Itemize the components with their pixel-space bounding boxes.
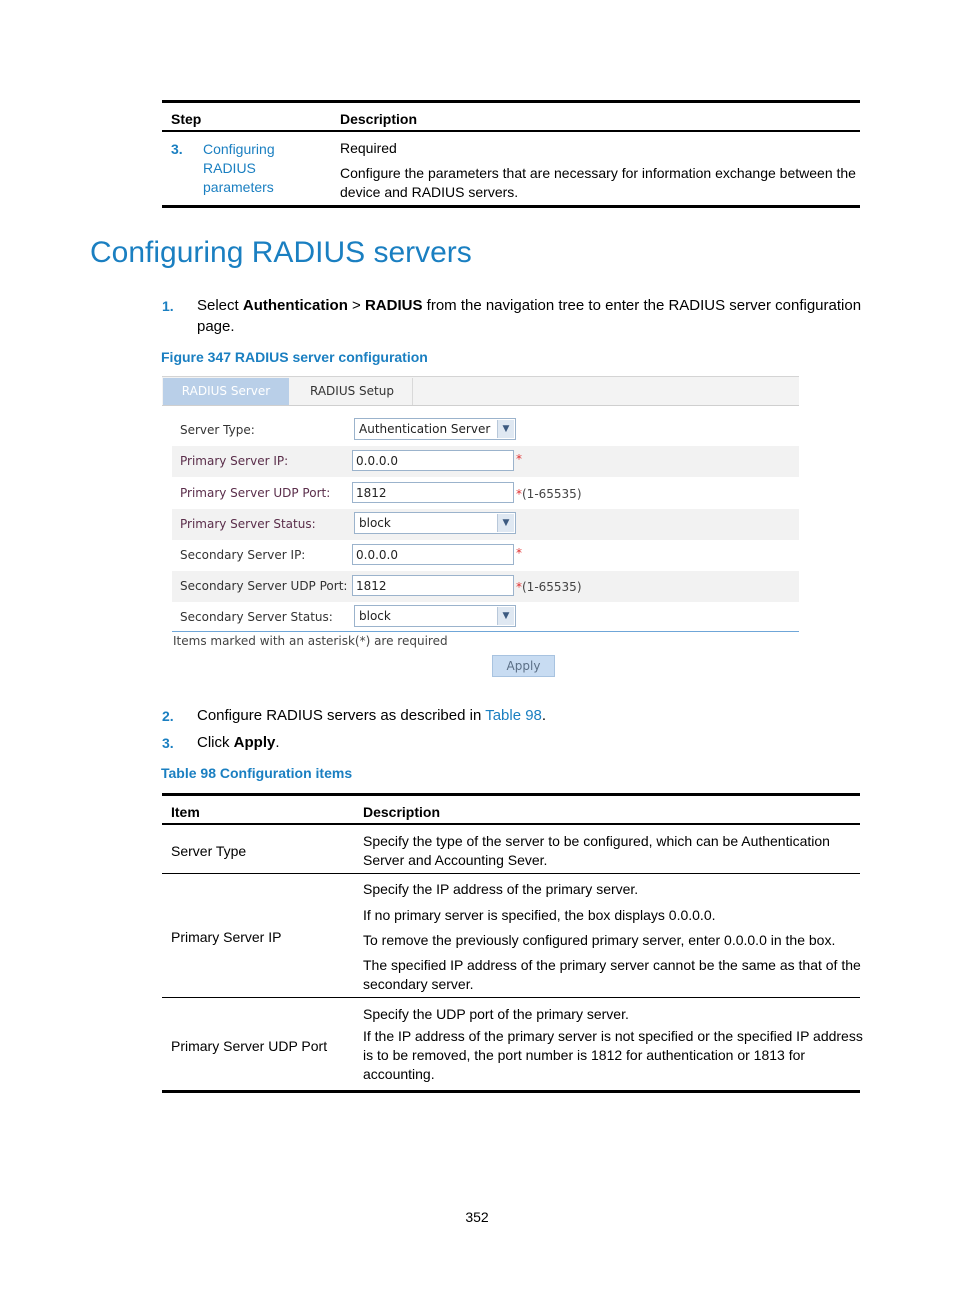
step-desc-line: device and RADIUS servers. bbox=[340, 184, 519, 200]
table-row-item: Primary Server IP bbox=[171, 929, 282, 945]
section-title: Configuring RADIUS servers bbox=[90, 236, 472, 269]
table-row-desc bbox=[363, 1005, 863, 1084]
step2-number: 2. bbox=[162, 708, 174, 724]
config-table-header-description: Description bbox=[363, 804, 441, 820]
desc-line: Specify the IP address of the primary server. bbox=[363, 881, 639, 897]
port-range-hint bbox=[516, 487, 582, 501]
step1-line2: page. bbox=[197, 318, 235, 335]
required-asterisk: * bbox=[516, 487, 522, 501]
desc-line: is to be removed, the port number is 1812 for authentication or 1813 for bbox=[363, 1047, 806, 1063]
step2-post: . bbox=[541, 707, 547, 724]
step2-text bbox=[197, 705, 546, 726]
step1-authentication: Authentication bbox=[242, 297, 348, 314]
chevron-down-icon: ▼ bbox=[497, 420, 514, 438]
server-type-select[interactable] bbox=[354, 418, 516, 440]
step1-pre: Select bbox=[197, 297, 243, 314]
port-range-text: (1-65535) bbox=[522, 580, 582, 594]
step-link-line: RADIUS bbox=[203, 160, 256, 176]
field-row-secondary-port bbox=[172, 571, 799, 602]
secondary-server-status-label: Secondary Server Status: bbox=[180, 610, 333, 624]
step-link-configuring-radius-parameters[interactable] bbox=[203, 140, 275, 197]
field-row-primary-status bbox=[172, 509, 799, 540]
desc-line: Specify the type of the server to be configured, which can be Authentication bbox=[363, 833, 830, 849]
desc-line: Specify the UDP port of the primary server. bbox=[363, 1006, 629, 1022]
table-caption: Table 98 Configuration items bbox=[161, 765, 353, 781]
step-table-header-step: Step bbox=[171, 111, 202, 127]
desc-line: Server and Accounting Sever. bbox=[363, 852, 548, 868]
page-number: 352 bbox=[465, 1209, 489, 1225]
step-number: 3. bbox=[171, 141, 183, 157]
step3-pre: Click bbox=[197, 734, 234, 751]
step3-text bbox=[197, 732, 280, 753]
secondary-server-udp-port-input[interactable]: 1812 bbox=[352, 575, 514, 596]
required-asterisk: * bbox=[516, 546, 522, 560]
step3-apply: Apply bbox=[233, 734, 276, 751]
step-table-top-rule bbox=[162, 100, 860, 103]
table-row-desc bbox=[363, 832, 830, 870]
chevron-down-icon: ▼ bbox=[497, 514, 514, 532]
server-type-value: Authentication Server bbox=[359, 422, 491, 436]
secondary-server-status-value: block bbox=[359, 609, 391, 623]
desc-line: To remove the previously configured primary server, enter 0.0.0.0 in the box. bbox=[363, 932, 836, 948]
step-table-header-description: Description bbox=[340, 111, 418, 127]
secondary-server-udp-port-label: Secondary Server UDP Port: bbox=[180, 579, 348, 593]
field-row-secondary-status bbox=[172, 602, 799, 633]
step3-number: 3. bbox=[162, 735, 174, 751]
field-row-secondary-ip bbox=[172, 540, 799, 571]
config-table-header-item: Item bbox=[171, 804, 200, 820]
tab-radius-server[interactable]: RADIUS Server bbox=[163, 378, 289, 405]
desc-line: secondary server. bbox=[363, 976, 474, 992]
desc-line: If no primary server is specified, the box displays 0.0.0.0. bbox=[363, 907, 716, 923]
step1-radius: RADIUS bbox=[364, 297, 423, 314]
table-98-link[interactable]: Table 98 bbox=[485, 707, 542, 724]
secondary-server-ip-label: Secondary Server IP: bbox=[180, 548, 306, 562]
field-row-server-type bbox=[172, 415, 799, 446]
form-divider bbox=[172, 631, 799, 632]
desc-line: accounting. bbox=[363, 1066, 435, 1082]
primary-server-ip-label: Primary Server IP: bbox=[180, 454, 289, 468]
tab-radius-setup[interactable]: RADIUS Setup bbox=[292, 378, 413, 405]
secondary-server-status-select[interactable] bbox=[354, 605, 516, 627]
secondary-server-ip-input[interactable]: 0.0.0.0 bbox=[352, 544, 514, 565]
server-type-label: Server Type: bbox=[180, 423, 255, 437]
step1-number: 1. bbox=[162, 298, 174, 314]
config-table-header-rule bbox=[162, 823, 860, 825]
primary-server-status-select[interactable] bbox=[354, 512, 516, 534]
table-row-divider bbox=[162, 997, 860, 998]
step1-text bbox=[197, 295, 877, 337]
chevron-down-icon: ▼ bbox=[497, 607, 514, 625]
step1-line1 bbox=[197, 295, 877, 316]
required-asterisk: * bbox=[516, 452, 522, 466]
step-table-bottom-rule bbox=[162, 205, 860, 208]
primary-server-udp-port-input[interactable]: 1812 bbox=[352, 482, 514, 503]
primary-server-status-label: Primary Server Status: bbox=[180, 517, 316, 531]
config-table-top-rule bbox=[162, 793, 860, 796]
table-row-desc bbox=[363, 880, 861, 994]
desc-line: The specified IP address of the primary server cannot be the same as that of the bbox=[363, 957, 861, 973]
primary-server-status-value: block bbox=[359, 516, 391, 530]
step-link-line: Configuring bbox=[203, 141, 275, 157]
step1-post: from the navigation tree to enter the RADIUS server configuration bbox=[422, 297, 862, 314]
radius-server-figure bbox=[162, 376, 800, 681]
tab-bar bbox=[162, 376, 799, 406]
table-row-divider bbox=[162, 873, 860, 874]
desc-line: If the IP address of the primary server is not specified or the specified IP address bbox=[363, 1028, 863, 1044]
field-row-primary-port bbox=[172, 478, 799, 509]
port-range-text: (1-65535) bbox=[522, 487, 582, 501]
step-desc-line: Configure the parameters that are necessary for information exchange between the bbox=[340, 165, 856, 181]
apply-button[interactable]: Apply bbox=[492, 655, 555, 677]
config-table-bottom-rule bbox=[162, 1090, 860, 1093]
required-asterisk: * bbox=[516, 580, 522, 594]
step-desc-text bbox=[340, 164, 856, 202]
table-row-item: Primary Server UDP Port bbox=[171, 1038, 328, 1054]
field-row-primary-ip bbox=[172, 446, 799, 477]
primary-server-udp-port-label: Primary Server UDP Port: bbox=[180, 486, 331, 500]
step-table-header-rule bbox=[162, 130, 860, 132]
step3-post: . bbox=[275, 734, 280, 751]
table-row-item: Server Type bbox=[171, 843, 247, 859]
required-note: Items marked with an asterisk(*) are required bbox=[173, 634, 448, 648]
step-link-line: parameters bbox=[203, 179, 274, 195]
step-desc-required: Required bbox=[340, 140, 397, 156]
figure-caption: Figure 347 RADIUS server configuration bbox=[161, 349, 428, 365]
step1-separator: > bbox=[347, 297, 365, 314]
primary-server-ip-input[interactable]: 0.0.0.0 bbox=[352, 450, 514, 471]
port-range-hint bbox=[516, 580, 582, 594]
step2-pre: Configure RADIUS servers as described in bbox=[197, 707, 486, 724]
